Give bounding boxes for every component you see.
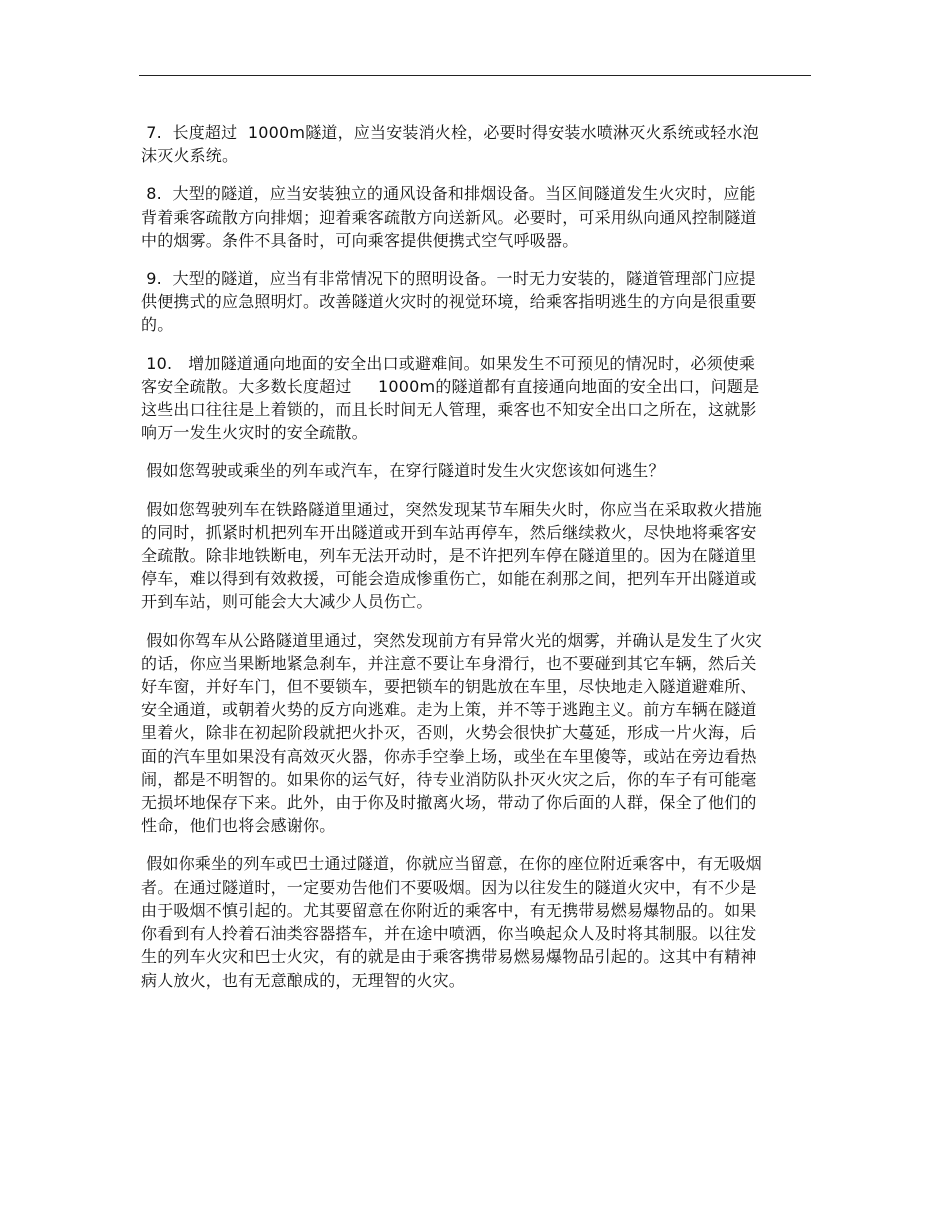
- passenger-paragraph: 假如你乘坐的列车或巴士通过隧道，你就应当留意，在你的座位附近乘客中，有无吸烟者。在通过隧道时，一定要劝告他们不要吸烟。因为以往发生的隧道火灾中，有不少是由于吸烟不慎引起的。尤其要留意在你附近的乘客中，有无携带易燃易爆物品的。如果你看到有人拎着石油类容器搭车，并在途中喷洒，你当唤起众人及时将其制服。以往发生的列车火灾和巴士火灾，有的就是由于乘客携带易燃易爆物品引起的。这其中有精神病人放火，也有无意酿成的，无理智的火灾。: [141, 854, 762, 990]
- car-driver-paragraph: 假如你驾车从公路隧道里通过，突然发现前方有异常火光的烟雾，并确认是发生了火灾的话，你应当果断地紧急刹车，并注意不要让车身滑行，也不要碰到其它车辆，然后关好车窗，并好车门，但不要锁车，要把锁车的钥匙放在车里，尽快地走入隧道避难所、安全通道，或朝着火势的反方向逃难。走为上策，并不等于逃跑主义。前方车辆在隧道里着火，除非在初起阶段就把火扑灭，否则，火势会很快扩大蔓延，形成一片火海，后面的汽车里如果没有高效灭火器，你赤手空拳上场，或坐在车里傻等，或站在旁边看热闹，都是不明智的。如果你的运气好，待专业消防队扑灭火灾之后，你的车子有可能毫无损坏地保存下来。此外，由于你及时撤离火场，带动了你后面的人群，保全了他们的性命，他们也将会感谢你。: [141, 630, 762, 836]
- paragraph-item-10: 10. 增加隧道通向地面的安全出口或避难间。如果发生不可预见的情况时，必须使乘客安全疏散。大多数长度超过 1000m的隧道都有直接通向地面的安全出口，问题是这些出口往往是上着锁的，而且长时间无人管理，乘客也不知安全出口之所在，这就影响万一发生火灾时的安全疏散。: [141, 353, 760, 443]
- paragraph-item-9: 9. 大型的隧道，应当有非常情况下的照明设备。一时无力安装的，隧道管理部门应提供便携式的应急照明灯。改善隧道火灾时的视觉环境，给乘客指明逃生的方向是很重要的。: [141, 269, 757, 335]
- question-paragraph: 假如您驾驶或乘坐的列车或汽车，在穿行隧道时发生火灾您该如何逃生？: [141, 461, 665, 481]
- paragraph-item-7: 7. 长度超过 1000m隧道，应当安装消火栓，必要时得安装水喷淋灭火系统或轻水泡沫灭火系统。: [141, 123, 759, 166]
- train-driver-paragraph: 假如您驾驶列车在铁路隧道里通过，突然发现某节车厢失火时，你应当在采取救火措施的同时，抓紧时机把列车开出隧道或开到车站再停车，然后继续救火，尽快地将乘客安全疏散。除非地铁断电，列车无法开动时，是不许把列车停在隧道里的。因为在隧道里停车，难以得到有效救援，可能会造成惨重伤亡，如能在刹那之间，把列车开出隧道或开到车站，则可能会大大减少人员伤亡。: [141, 499, 762, 612]
- paragraph-item-8: 8. 大型的隧道，应当安装独立的通风设备和排烟设备。当区间隧道发生火灾时，应能背着乘客疏散方向排烟；迎着乘客疏散方向送新风。必要时，可采用纵向通风控制隧道中的烟雾。条件不具备时，可向乘客提供便携式空气呼吸器。: [141, 184, 757, 250]
- header-rule: [139, 75, 811, 76]
- document-body: [141, 121, 769, 1007]
